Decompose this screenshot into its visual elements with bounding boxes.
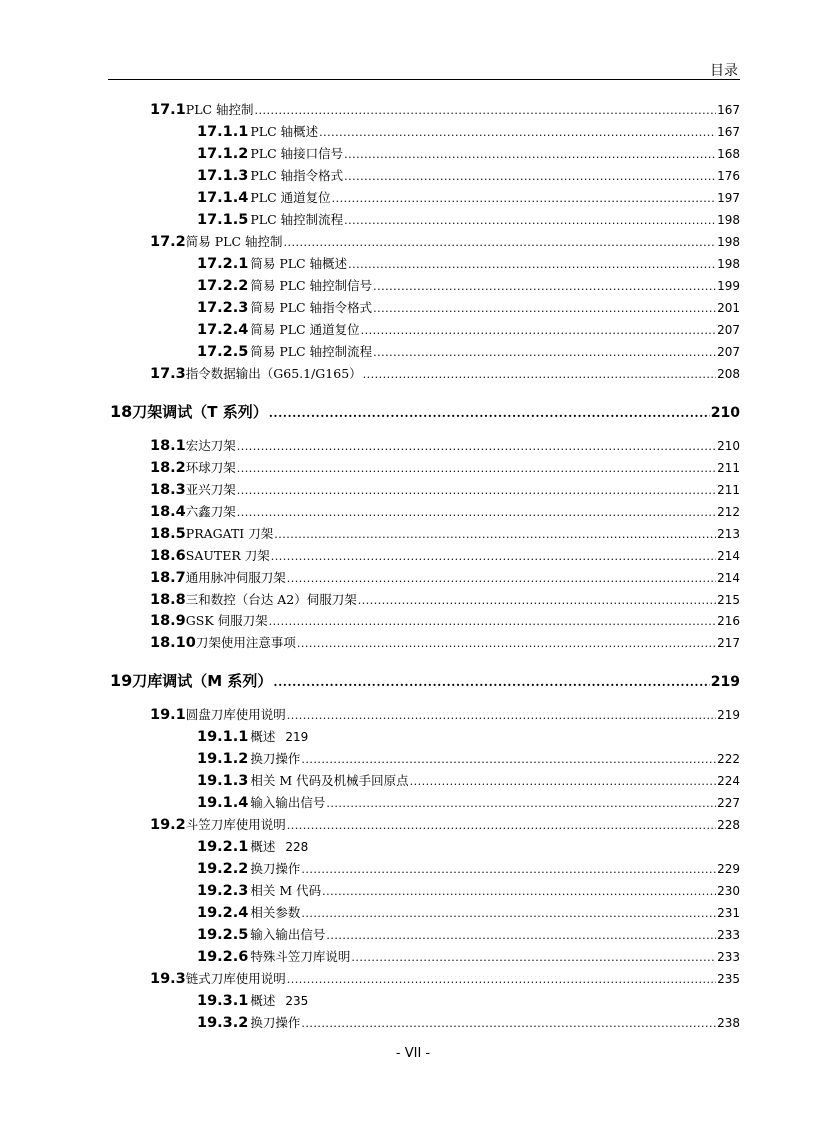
toc-entry[interactable] [150, 364, 740, 384]
toc-entry-number: 18.5 [150, 526, 186, 542]
toc-dot-leader [344, 145, 716, 165]
toc-entry-page: 215 [717, 593, 740, 607]
toc-entry-number: 18.7 [150, 570, 186, 586]
toc-entry-number: 18.3 [150, 482, 186, 498]
toc-dot-leader [361, 321, 716, 341]
toc-entry[interactable] [197, 903, 740, 923]
toc-dot-leader [287, 569, 716, 589]
toc-dot-leader [326, 794, 716, 814]
toc-entry-page: 235 [717, 972, 740, 986]
toc-dot-leader [363, 365, 716, 385]
toc-entry-number: 19.2.2 [197, 861, 249, 877]
toc-entry-page: 238 [717, 1016, 740, 1030]
toc-entry[interactable] [150, 815, 740, 835]
toc-entry[interactable] [150, 480, 740, 500]
toc-entry-number: 19.1.2 [197, 751, 249, 767]
toc-dot-leader [301, 1014, 716, 1034]
toc-entry-title: 简易 PLC 轴控制信号 [250, 278, 373, 293]
toc-entry-title: 指令数据输出（G65.1/G165） [185, 366, 362, 381]
toc-entry-title: 环球刀架 [185, 460, 236, 475]
toc-dot-leader [410, 772, 716, 792]
toc-entry[interactable] [150, 232, 740, 252]
toc-entry-number: 19.1.4 [197, 795, 249, 811]
header-rule [108, 79, 740, 80]
toc-dot-leader [301, 904, 716, 924]
page-number: - VII - [395, 1046, 431, 1061]
toc-entry[interactable] [150, 502, 740, 522]
toc-entry[interactable] [197, 749, 740, 769]
toc-entry-number: 18.1 [150, 438, 186, 454]
toc-entry[interactable] [197, 925, 740, 945]
toc-dot-leader [255, 101, 717, 121]
toc-entry[interactable] [197, 859, 740, 879]
toc-entry[interactable] [197, 188, 740, 208]
toc-entry-page: 167 [717, 103, 740, 117]
toc-dot-leader [358, 591, 716, 611]
toc-entry-page: 228 [717, 818, 740, 832]
toc-entry-page: 228 [285, 840, 309, 854]
toc-entry-title: PLC 轴指令格式 [250, 168, 344, 183]
toc-entry-title: 刀架使用注意事项 [195, 635, 296, 650]
toc-entry[interactable] [197, 122, 740, 142]
toc-entry-title: PLC 轴接口信号 [250, 146, 344, 161]
toc-entry-number: 18 [110, 402, 133, 421]
toc-entry-page: 233 [717, 950, 740, 964]
toc-dot-leader [287, 970, 716, 990]
toc-entry-title: PLC 通道复位 [250, 190, 331, 205]
toc-entry[interactable] [197, 991, 740, 1011]
toc-dot-leader [237, 481, 716, 501]
toc-entry-title: 简易 PLC 通道复位 [250, 322, 360, 337]
toc-dot-leader [344, 211, 716, 231]
toc-entry-number: 19.1.3 [197, 773, 249, 789]
toc-entry-title: 链式刀库使用说明 [185, 971, 286, 986]
toc-dot-leader [237, 459, 716, 479]
toc-dot-leader [332, 189, 716, 209]
toc-entry-title: GSK 伺服刀架 [185, 613, 268, 628]
toc-entry-number: 19.2.4 [197, 905, 249, 921]
toc-entry-title: 相关参数 [250, 905, 301, 920]
toc-entry-page: 229 [717, 862, 740, 876]
toc-entry-number: 17.2.4 [197, 322, 249, 338]
toc-entry-number: 19.2.5 [197, 927, 249, 943]
toc-entry[interactable] [197, 320, 740, 340]
toc-dot-leader [301, 750, 716, 770]
toc-entry[interactable] [197, 298, 740, 318]
toc-dot-leader [237, 437, 716, 457]
toc-entry-title: 六鑫刀架 [185, 504, 236, 519]
toc-entry-title: 输入输出信号 [250, 795, 326, 810]
toc-entry-number: 19.3.2 [197, 1015, 249, 1031]
toc-entry-number: 19.2 [150, 817, 186, 833]
toc-entry-number: 19.3.1 [197, 993, 249, 1009]
toc-entry-title: 宏达刀架 [185, 438, 236, 453]
toc-entry-title: 输入输出信号 [250, 927, 326, 942]
toc-entry-page: 207 [717, 345, 740, 359]
toc-dot-leader [287, 816, 716, 836]
toc-entry[interactable] [197, 727, 740, 747]
toc-entry-title: 简易 PLC 轴指令格式 [250, 300, 373, 315]
toc-entry-number: 19.2.1 [197, 839, 249, 855]
toc-entry-title: PRAGATI 刀架 [185, 526, 274, 541]
toc-entry-title: 概述 [250, 729, 276, 744]
toc-entry-number: 18.8 [150, 592, 186, 608]
toc-entry-number: 19.1 [150, 707, 186, 723]
toc-entry[interactable] [197, 1013, 740, 1033]
toc-entry-page: 214 [717, 549, 740, 563]
toc-entry-page: 198 [717, 257, 740, 271]
toc-entry-number: 18.2 [150, 460, 186, 476]
toc-entry[interactable] [197, 837, 740, 857]
toc-entry-number: 18.10 [150, 635, 196, 651]
toc-entry[interactable] [150, 100, 740, 120]
toc-dot-leader [269, 401, 710, 425]
toc-dot-leader [344, 167, 716, 187]
toc-entry-page: 168 [717, 147, 740, 161]
toc-dot-leader [274, 525, 716, 545]
toc-entry-page: 208 [717, 367, 740, 381]
toc-entry-page: 210 [710, 405, 740, 421]
toc-entry-title: 简易 PLC 轴控制流程 [250, 344, 373, 359]
toc-entry-title: SAUTER 刀架 [185, 548, 270, 563]
toc-entry-page: 201 [717, 301, 740, 315]
toc-dot-leader [322, 882, 716, 902]
toc-entry-page: 219 [285, 730, 309, 744]
toc-entry-page: 197 [717, 191, 740, 205]
toc-entry-page: 210 [717, 439, 740, 453]
toc-entry-title: PLC 轴控制流程 [250, 212, 344, 227]
toc-entry-page: 198 [717, 213, 740, 227]
toc-entry-page: 199 [717, 279, 740, 293]
toc-entry-page: 231 [717, 906, 740, 920]
toc-entry-number: 17.1.3 [197, 168, 249, 184]
toc-dot-leader [237, 503, 716, 523]
toc-entry-title: 特殊斗笠刀库说明 [250, 949, 351, 964]
toc-entry-page: 167 [717, 125, 740, 139]
toc-entry-page: 211 [717, 483, 740, 497]
toc-entry-page: 219 [717, 708, 740, 722]
toc-entry-title: 相关 M 代码及机械手回原点 [250, 773, 409, 788]
toc-entry-page: 211 [717, 461, 740, 475]
toc-entry[interactable] [197, 210, 740, 230]
toc-entry-number: 17.1.2 [197, 146, 249, 162]
toc-entry-title: 简易 PLC 轴控制 [185, 234, 283, 249]
toc-entry-title: 圆盘刀库使用说明 [185, 707, 286, 722]
toc-chapter-entry[interactable] [110, 400, 740, 424]
toc-entry[interactable] [197, 793, 740, 813]
toc-entry-number: 19.2.6 [197, 949, 249, 965]
toc-entry-number: 19.1.1 [197, 729, 249, 745]
toc-entry[interactable] [197, 771, 740, 791]
toc-entry-number: 17.2.3 [197, 300, 249, 316]
toc-entry-page: 213 [717, 527, 740, 541]
toc-entry-title: 亚兴刀架 [185, 482, 236, 497]
toc-entry-title: 简易 PLC 轴概述 [250, 256, 348, 271]
toc-entry-title: 换刀操作 [250, 861, 301, 876]
toc-entry[interactable] [150, 458, 740, 478]
toc-entry-number: 19.2.3 [197, 883, 249, 899]
toc-entry-page: 217 [717, 636, 740, 650]
toc-entry-number: 18.6 [150, 548, 186, 564]
toc-entry-page: 227 [717, 796, 740, 810]
toc-entry[interactable] [150, 705, 740, 725]
toc-entry[interactable] [150, 590, 740, 610]
toc-entry[interactable] [197, 166, 740, 186]
toc-entry-number: 17.3 [150, 366, 186, 382]
toc-dot-leader [271, 547, 716, 567]
toc-entry-title: 相关 M 代码 [250, 883, 322, 898]
toc-entry-title: 概述 [250, 993, 276, 1008]
toc-entry[interactable] [150, 568, 740, 588]
toc-entry-page: 219 [710, 674, 740, 690]
toc-entry-title: 通用脉冲伺服刀架 [185, 570, 286, 585]
toc-entry-title: 换刀操作 [250, 1015, 301, 1030]
toc-entry-number: 19.3 [150, 971, 186, 987]
toc-entry-number: 17.1.5 [197, 212, 249, 228]
toc-dot-leader [373, 299, 716, 319]
toc-entry-title: 斗笠刀库使用说明 [185, 817, 286, 832]
toc-entry[interactable] [150, 611, 740, 631]
toc-entry-title: PLC 轴概述 [250, 124, 319, 139]
toc-entry-title: 刀库调试（M 系列） [132, 672, 273, 690]
toc-entry-page: 212 [717, 505, 740, 519]
toc-dot-leader [269, 612, 716, 632]
toc-dot-leader [319, 123, 716, 143]
toc-dot-leader [373, 343, 716, 363]
toc-dot-leader [351, 948, 716, 968]
toc-entry[interactable] [197, 144, 740, 164]
toc-entry-page: 230 [717, 884, 740, 898]
toc-dot-leader [297, 634, 716, 654]
toc-entry-number: 17.2.1 [197, 256, 249, 272]
toc-dot-leader [326, 926, 716, 946]
toc-entry[interactable] [150, 969, 740, 989]
toc-entry-number: 17.2 [150, 234, 186, 250]
toc-entry-number: 17.1.1 [197, 124, 249, 140]
toc-entry-page: 222 [717, 752, 740, 766]
toc-entry-page: 176 [717, 169, 740, 183]
toc-dot-leader [284, 233, 717, 253]
toc-entry[interactable] [197, 881, 740, 901]
toc-dot-leader [287, 706, 716, 726]
toc-entry[interactable] [150, 633, 740, 653]
toc-entry-page: 216 [717, 614, 740, 628]
toc-dot-leader [301, 860, 716, 880]
toc-entry[interactable] [197, 254, 740, 274]
toc-entry-page: 198 [717, 235, 740, 249]
toc-entry[interactable] [150, 436, 740, 456]
toc-dot-leader [348, 255, 716, 275]
toc-entry-page: 214 [717, 571, 740, 585]
toc-entry-page: 235 [285, 994, 309, 1008]
toc-chapter-entry[interactable] [110, 669, 740, 693]
toc-entry-title: 刀架调试（T 系列） [132, 403, 268, 421]
toc-entry[interactable] [150, 546, 740, 566]
header-title: 目录 [710, 63, 738, 79]
toc-entry-title: 换刀操作 [250, 751, 301, 766]
toc-entry-page: 207 [717, 323, 740, 337]
toc-entry-number: 18.9 [150, 613, 186, 629]
toc-entry-number: 17.2.5 [197, 344, 249, 360]
toc-entry[interactable] [150, 524, 740, 544]
toc-entry[interactable] [197, 947, 740, 967]
toc-entry-number: 19 [110, 671, 133, 690]
toc-entry[interactable] [197, 342, 740, 362]
toc-dot-leader [373, 277, 716, 297]
toc-entry-number: 18.4 [150, 504, 186, 520]
toc-entry-number: 17.1.4 [197, 190, 249, 206]
toc-entry[interactable] [197, 276, 740, 296]
toc-dot-leader [273, 670, 709, 694]
toc-entry-page: 233 [717, 928, 740, 942]
toc-entry-title: PLC 轴控制 [185, 102, 254, 117]
toc-entry-number: 17.1 [150, 102, 186, 118]
toc-entry-page: 224 [717, 774, 740, 788]
toc-entry-title: 概述 [250, 839, 276, 854]
toc-entry-number: 17.2.2 [197, 278, 249, 294]
toc-entry-title: 三和数控（台达 A2）伺服刀架 [185, 592, 357, 607]
